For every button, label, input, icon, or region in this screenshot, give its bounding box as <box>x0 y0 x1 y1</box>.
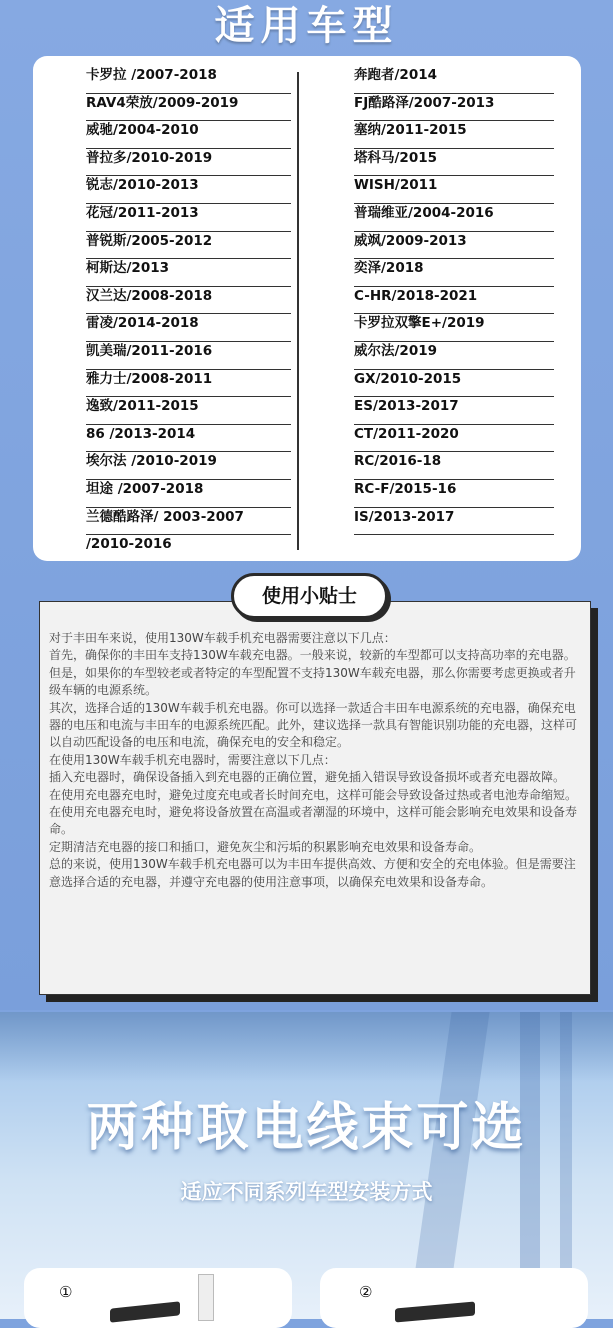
model-item: RC-F/2015-16 <box>354 480 554 508</box>
model-item: 汉兰达/2008-2018 <box>86 287 291 315</box>
column-divider <box>297 72 299 550</box>
tips-paragraph: 总的来说，使用130W车载手机充电器可以为丰田车提供高效、方便和安全的充电体验。但是需要注意选择合适的充电器，并遵守充电器的使用注意事项，以确保充电效果和设备寿命。 <box>49 857 576 889</box>
model-item: CT/2011-2020 <box>354 425 554 453</box>
model-item: 逸致/2011-2015 <box>86 397 291 425</box>
model-item: 威尔法/2019 <box>354 342 554 370</box>
tips-paragraph: 在使用130W车载手机充电器时，需要注意以下几点： <box>49 752 336 767</box>
model-item: 柯斯达/2013 <box>86 259 291 287</box>
tips-paragraph: 在使用充电器充电时，避免将设备放置在高温或者潮湿的环境中，这样可能会影响充电效果和设备寿命。 <box>49 805 578 837</box>
model-item: /2010-2016 <box>86 536 172 553</box>
model-item: 雅力士/2008-2011 <box>86 370 291 398</box>
model-item: 塞纳/2011-2015 <box>354 121 554 149</box>
model-item: 奕泽/2018 <box>354 259 554 287</box>
model-item: 86 /2013-2014 <box>86 425 291 453</box>
page-title: 适用车型 <box>214 3 399 49</box>
model-item: GX/2010-2015 <box>354 370 554 398</box>
model-item: 卡罗拉双擎E+/2019 <box>354 314 554 342</box>
model-item: 兰德酷路泽/ 2003-2007 <box>86 508 291 536</box>
model-item: 普拉多/2010-2019 <box>86 149 291 177</box>
option-number-2: ② <box>359 1283 373 1301</box>
model-item: FJ酷路泽/2007-2013 <box>354 94 554 122</box>
model-item: 威飒/2009-2013 <box>354 232 554 260</box>
tips-paragraph: 插入充电器时，确保设备插入到充电器的正确位置，避免插入错误导致设备损坏或者充电器故障。 <box>49 770 566 785</box>
models-right-column <box>354 66 554 535</box>
model-item: IS/2013-2017 <box>354 508 554 536</box>
model-item: 威驰/2004-2010 <box>86 121 291 149</box>
model-item: 埃尔法 /2010-2019 <box>86 452 291 480</box>
tips-badge: 使用小贴士 <box>231 573 388 619</box>
option-number-1: ① <box>59 1283 73 1301</box>
model-item: 凯美瑞/2011-2016 <box>86 342 291 370</box>
model-item: 普瑞维亚/2004-2016 <box>354 204 554 232</box>
model-item: C-HR/2018-2021 <box>354 287 554 315</box>
model-item: ES/2013-2017 <box>354 397 554 425</box>
tips-paragraph: 在使用充电器充电时，避免过度充电或者长时间充电，这样可能会导致设备过热或者电池寿命缩短。 <box>49 787 578 802</box>
model-item: RAV4荣放/2009-2019 <box>86 94 291 122</box>
model-item: RC/2016-18 <box>354 452 554 480</box>
model-item: 塔科马/2015 <box>354 149 554 177</box>
model-item: 卡罗拉 /2007-2018 <box>86 66 291 94</box>
model-item: 坦途 /2007-2018 <box>86 480 291 508</box>
promo-subline: 适应不同系列车型安装方式 <box>180 1180 433 1204</box>
model-item: 普锐斯/2005-2012 <box>86 232 291 260</box>
model-item: 雷凌/2014-2018 <box>86 314 291 342</box>
top-shade <box>0 1012 613 1082</box>
tips-paragraph: 其次，选择合适的130W车载手机充电器。你可以选择一款适合丰田车电源系统的充电器，确保充电器的电压和电流与丰田车的电源系统匹配。此外，建议选择一款具有智能识别功能的充电器，这样可以自动匹配设备的电压和电流，确保充电的安全和稳定。 <box>49 700 578 750</box>
tips-body <box>49 630 584 891</box>
model-item: WISH/2011 <box>354 176 554 204</box>
tips-paragraph: 首先，确保你的丰田车支持130W车载充电器。一般来说，较新的车型都可以支持高功率的充电器。但是，如果你的车型较老或者特定的车型配置不支持130W车载充电器，那么你需要考虑更换或者升级车辆的电源系统。 <box>49 648 576 698</box>
tips-paragraph: 定期清洁充电器的接口和插口，避免灰尘和污垢的积累影响充电效果和设备寿命。 <box>49 839 482 854</box>
models-left-column <box>86 66 291 563</box>
model-item: 奔跑者/2014 <box>354 66 554 94</box>
tips-paragraph: 对于丰田车来说，使用130W车载手机充电器需要注意以下几点： <box>49 631 396 645</box>
promo-headline: 两种取电线束可选 <box>86 1098 527 1158</box>
model-item: 花冠/2011-2013 <box>86 204 291 232</box>
model-item: 锐志/2010-2013 <box>86 176 291 204</box>
connector-image-1 <box>198 1274 214 1321</box>
